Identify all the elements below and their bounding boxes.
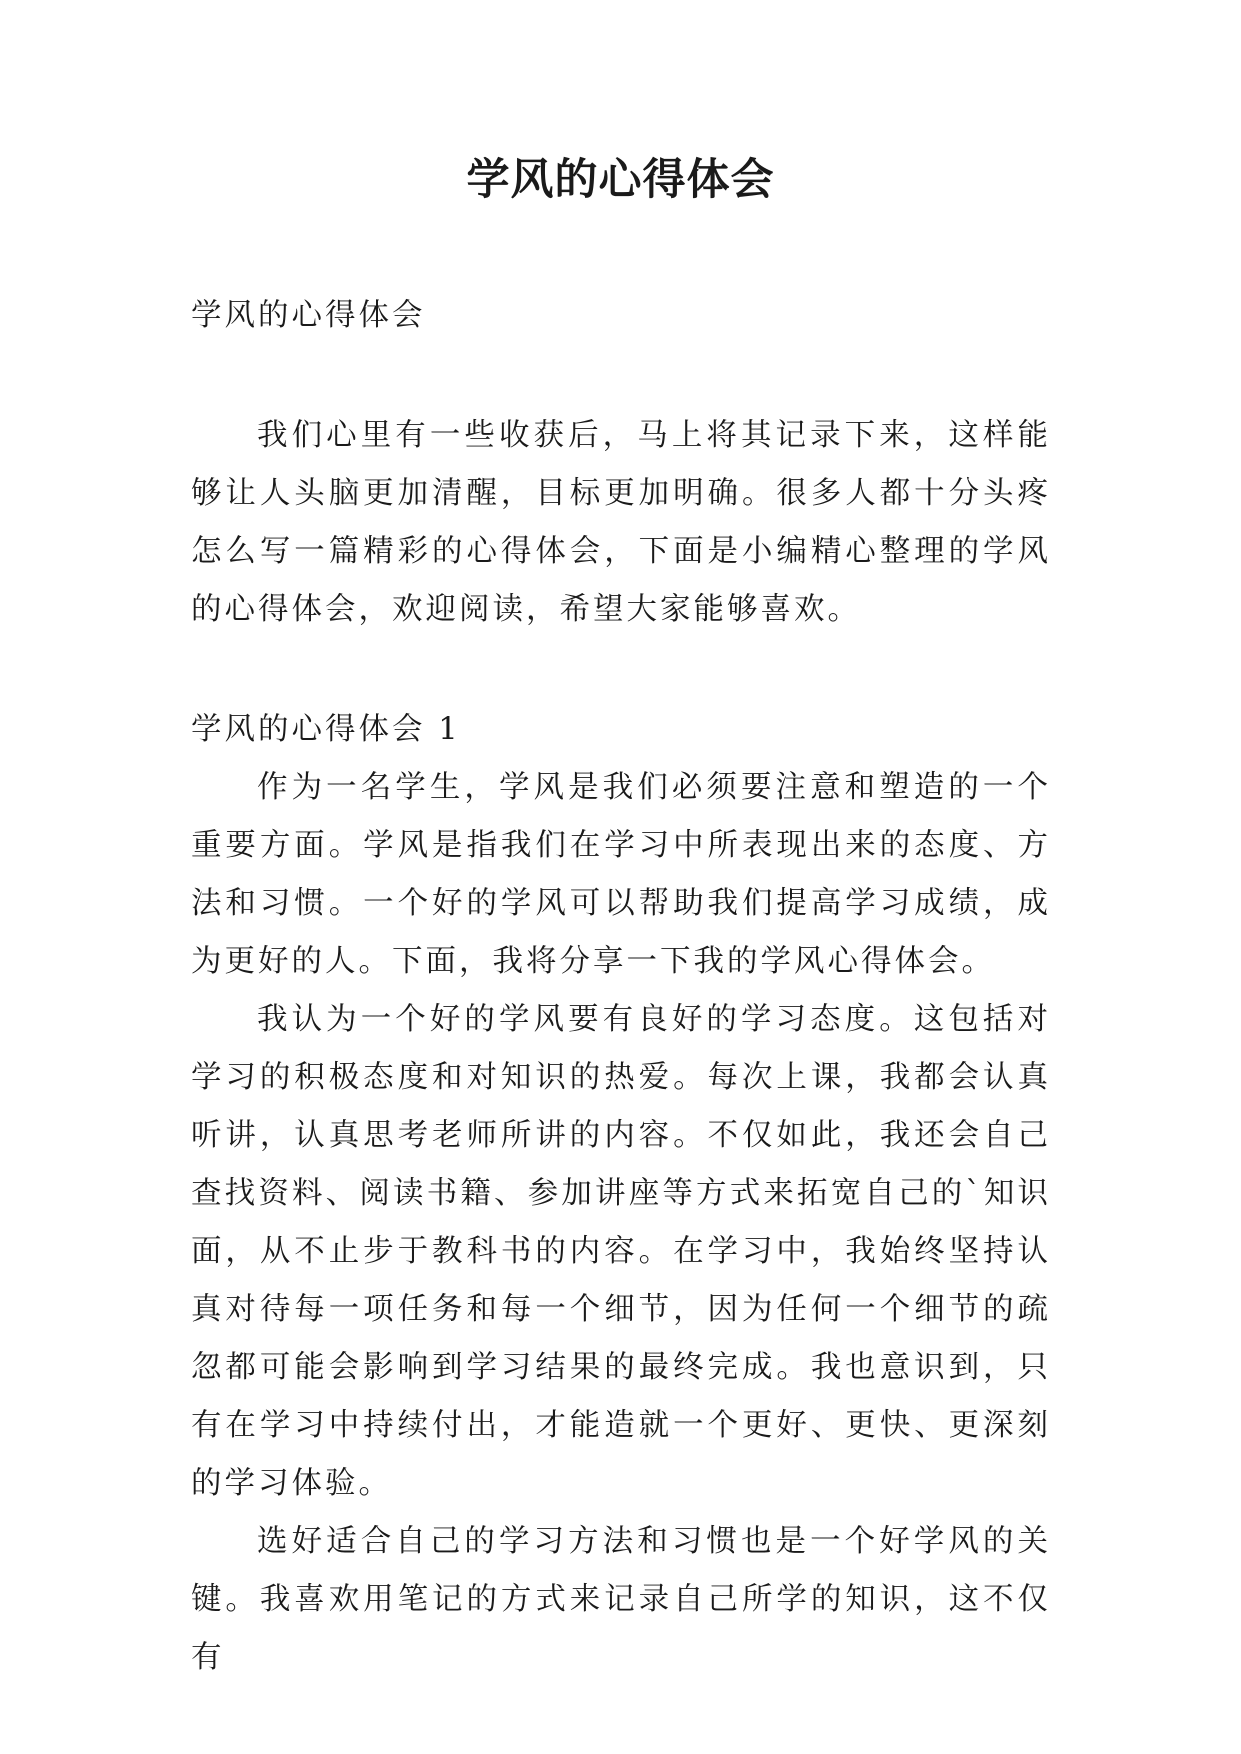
document-subtitle: 学风的心得体会 [191,298,426,333]
intro-paragraph: 我们心里有一些收获后，马上将其记录下来，这样能够让人头脑更加清醒，目标更加明确。很多人都十分头疼怎么写一篇精彩的心得体会，下面是小编精心整理的学风的心得体会，欢迎阅读，希望大家能够喜欢。 [191,418,1051,627]
document-title: 学风的心得体会 [466,155,775,205]
document-body [191,287,1051,1687]
body-paragraph-2: 我认为一个好的学风要有良好的学习态度。这包括对学习的积极态度和对知识的热爱。每次上课，我都会认真听讲，认真思考老师所讲的内容。不仅如此，我还会自己查找资料、阅读书籍、参加讲座等方式来拓宽自己的`知识面，从不止步于教科书的内容。在学习中，我始终坚持认真对待每一项任务和每一个细节，因为任何一个细节的疏忽都可能会影响到学习结果的最终完成。我也意识到，只有在学习中持续付出，才能造就一个更好、更快、更深刻的学习体验。 [191,1002,1051,1501]
body-paragraph-1: 作为一名学生，学风是我们必须要注意和塑造的一个重要方面。学风是指我们在学习中所表现出来的态度、方法和习惯。一个好的学风可以帮助我们提高学习成绩，成为更好的人。下面，我将分享一下我的学风心得体会。 [191,770,1051,979]
body-paragraph-3: 选好适合自己的学习方法和习惯也是一个好学风的关键。我喜欢用笔记的方式来记录自己所学的知识，这不仅有 [191,1524,1051,1675]
section-heading: 学风的心得体会 1 [191,712,461,747]
